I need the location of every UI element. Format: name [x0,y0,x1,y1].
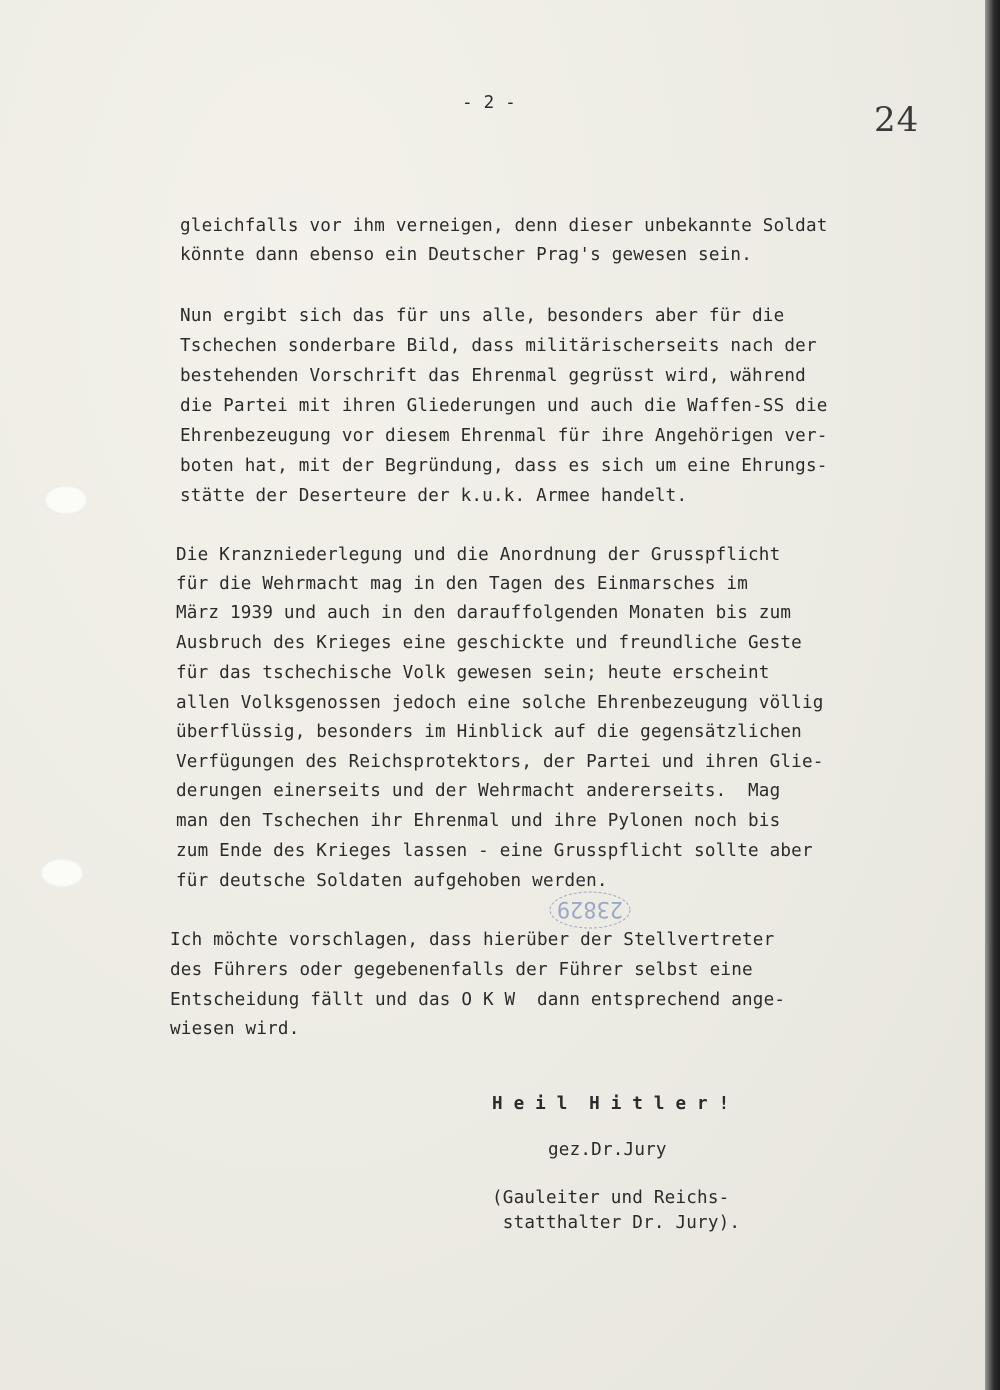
text-line: Nun ergibt sich das für uns alle, besonders aber für die [180,306,785,326]
signature: gez.Dr.Jury [548,1140,667,1160]
text-line: für deutsche Soldaten aufgehoben werden. [176,871,608,891]
text-line: gleichfalls vor ihm verneigen, denn dieser unbekannte Soldat [180,216,828,236]
folio-number: 24 [874,100,920,140]
text-line: Ich möchte vorschlagen, dass hierüber der Stellvertreter [170,930,775,950]
page-number: - 2 - [462,93,516,113]
text-line: stätte der Deserteure der k.u.k. Armee handelt. [180,486,688,506]
text-line: für die Wehrmacht mag in den Tagen des Einmarsches im [176,574,748,594]
text-line: derungen einerseits und der Wehrmacht andererseits. Mag [176,781,781,801]
punch-hole-lower [40,858,84,888]
text-line: März 1939 und auch in den darauffolgenden Monaten bis zum [176,603,792,623]
text-line: Die Kranzniederlegung und die Anordnung der Grusspflicht [176,545,781,565]
text-line: allen Volksgenossen jedoch eine solche Ehrenbezeugung völlig [176,693,824,713]
text-line: Tschechen sonderbare Bild, dass militärischerseits nach der [180,336,817,356]
text-line: könnte dann ebenso ein Deutscher Prag's gewesen sein. [180,245,752,265]
text-line: man den Tschechen ihr Ehrenmal und ihre Pylonen noch bis [176,811,781,831]
text-line: Entscheidung fällt und das O K W dann entsprechend ange- [170,990,786,1010]
text-line: des Führers oder gegebenenfalls der Führer selbst eine [170,960,753,980]
text-line: Ausbruch des Krieges eine geschickte und freundliche Geste [176,633,802,653]
text-line: die Partei mit ihren Gliederungen und auch die Waffen-SS die [180,396,828,416]
text-line: Verfügungen des Reichsprotektors, der Partei und ihren Glie- [176,752,824,772]
text-line: für das tschechische Volk gewesen sein; heute erscheint [176,663,770,683]
punch-hole-upper [44,485,88,515]
text-line: bestehenden Vorschrift das Ehrenmal gegrüsst wird, während [180,366,806,386]
text-line: wiesen wird. [170,1019,300,1039]
scan-edge-shadow [985,0,1000,1390]
stamp-number: 23829 [556,896,624,921]
text-line: zum Ende des Krieges lassen - eine Grusspflicht sollte aber [176,841,813,861]
text-line: überflüssig, besonders im Hinblick auf die gegensätzlichen [176,722,802,742]
signatory-title-line1: (Gauleiter und Reichs- [492,1188,730,1208]
closing-salutation: H e i l H i t l e r ! [492,1094,730,1114]
text-line: boten hat, mit der Begründung, dass es sich um eine Ehrungs- [180,456,828,476]
signatory-title-line2: statthalter Dr. Jury). [492,1213,741,1233]
text-line: Ehrenbezeugung vor diesem Ehrenmal für ihre Angehörigen ver- [180,426,828,446]
